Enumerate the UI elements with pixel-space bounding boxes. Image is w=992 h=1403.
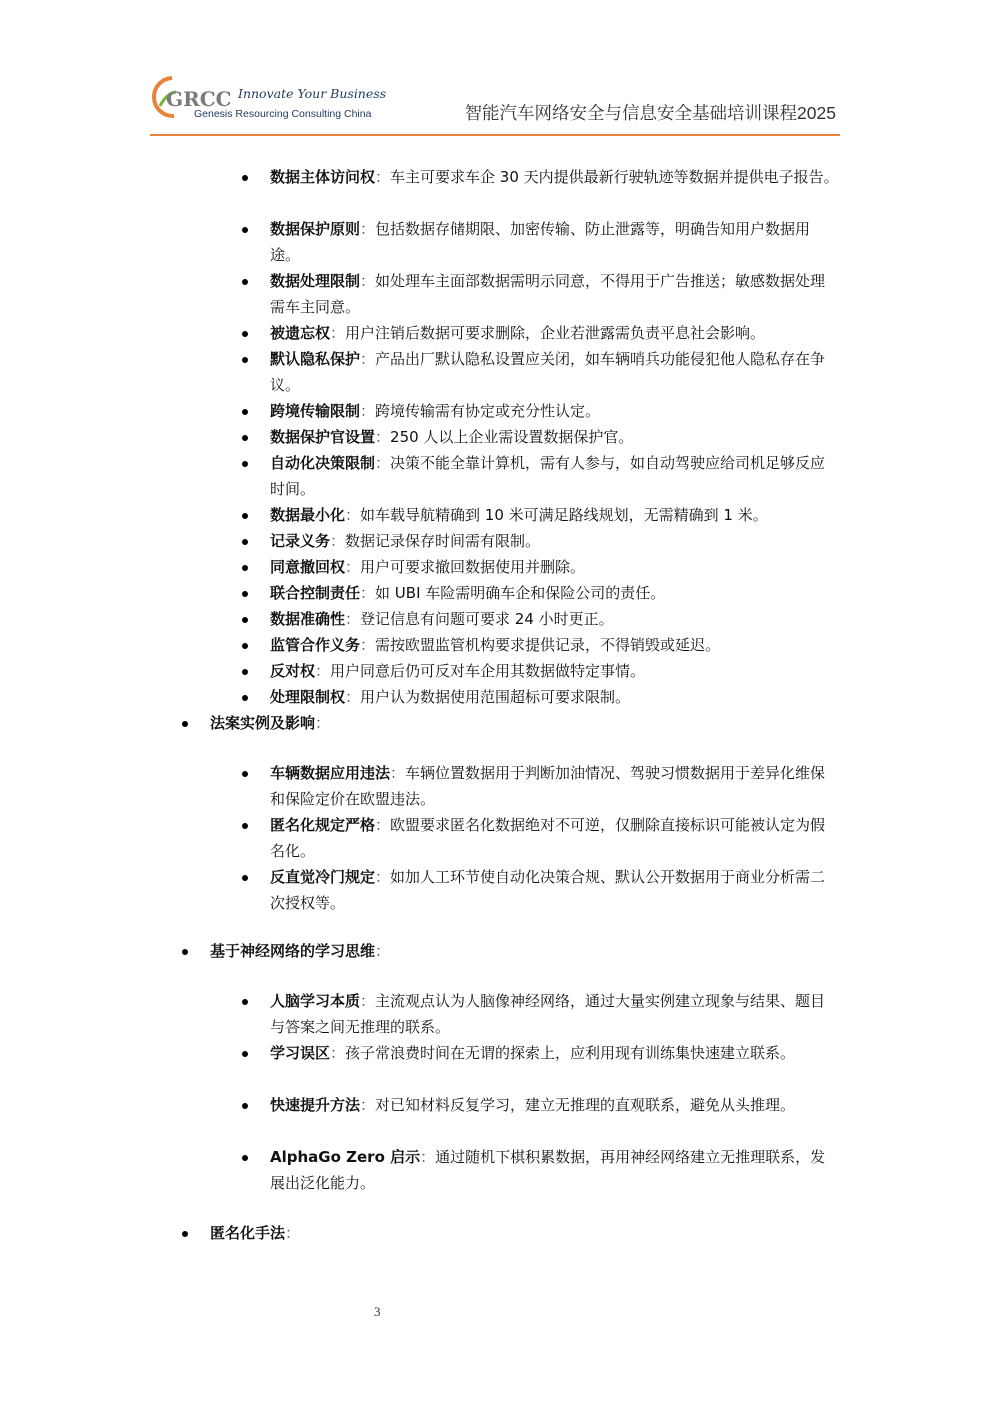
item-separator: ： (420, 1148, 436, 1166)
item-separator: ： (345, 610, 361, 628)
item-description: 登记信息有问题可要求 24 小时更正。 (360, 610, 614, 628)
bullet-icon (242, 695, 248, 701)
list-item (270, 424, 840, 450)
item-description: 用户同意后仍可反对车企用其数据做特定事情。 (330, 662, 646, 680)
item-separator: ： (375, 168, 391, 186)
heading-separator: ： (315, 714, 331, 732)
list-item (270, 320, 840, 346)
item-separator: ： (375, 816, 391, 834)
bullet-icon (242, 539, 248, 545)
item-separator: ： (345, 688, 361, 706)
item-description: 如处理车主面部数据需明示同意，不得用于广告推送；敏感数据处理需车主同意。 (270, 272, 826, 316)
bullet-icon (242, 669, 248, 675)
section-heading (210, 938, 840, 964)
item-term: 匿名化规定严格 (270, 816, 376, 834)
item-term: 联合控制责任 (270, 584, 361, 602)
item-term: 数据保护官设置 (270, 428, 376, 446)
item-description: 如加人工环节使自动化决策合规、默认公开数据用于商业分析需二次授权等。 (270, 868, 826, 912)
heading-separator: ： (285, 1224, 301, 1242)
item-separator: ： (360, 272, 376, 290)
item-term: 被遗忘权 (270, 324, 331, 342)
item-separator: ： (360, 1096, 376, 1114)
item-description: 车主可要求车企 30 天内提供最新行驶轨迹等数据并提供电子报告。 (390, 168, 839, 186)
item-description: 欧盟要求匿名化数据绝对不可逆，仅删除直接标识可能被认定为假名化。 (270, 816, 826, 860)
item-description: 如 UBI 车险需明确车企和保险公司的责任。 (375, 584, 666, 602)
bullet-icon (242, 461, 248, 467)
item-description: 产品出厂默认隐私设置应关闭，如车辆哨兵功能侵犯他人隐私存在争议。 (270, 350, 826, 394)
list-item (270, 398, 840, 424)
section-heading (210, 710, 840, 736)
item-separator: ： (360, 584, 376, 602)
item-description: 决策不能全靠计算机，需有人参与，如自动驾驶应给司机足够反应时间。 (270, 454, 826, 498)
item-term: 车辆数据应用违法 (270, 764, 391, 782)
item-description: 用户注销后数据可要求删除，企业若泄露需负责平息社会影响。 (345, 324, 766, 342)
list-item (270, 164, 840, 190)
logo-tagline: Innovate Your Business (238, 86, 387, 101)
item-separator: ： (315, 662, 331, 680)
bullet-icon (242, 1051, 248, 1057)
item-description: 孩子常浪费时间在无谓的探索上，应利用现有训练集快速建立联系。 (345, 1044, 796, 1062)
bullet-icon (242, 513, 248, 519)
item-term: 快速提升方法 (270, 1096, 361, 1114)
item-separator: ： (360, 220, 376, 238)
bullet-icon (242, 357, 248, 363)
item-term: 数据最小化 (270, 506, 346, 524)
bullet-icon (242, 409, 248, 415)
list-item (270, 760, 840, 812)
item-separator: ： (375, 454, 391, 472)
item-separator: ： (345, 558, 361, 576)
course-title: 智能汽车网络安全与信息安全基础培训课程2025 (464, 103, 836, 123)
item-description: 数据记录保存时间需有限制。 (345, 532, 541, 550)
heading-separator: ： (375, 942, 391, 960)
item-term: 记录义务 (270, 532, 331, 550)
bullet-icon (242, 875, 248, 881)
list-item (270, 268, 840, 320)
item-term: 数据保护原则 (270, 220, 361, 238)
item-term: 反直觉冷门规定 (270, 868, 376, 886)
heading-text: 匿名化手法 (210, 1224, 286, 1242)
item-separator: ： (345, 506, 361, 524)
bullet-icon (242, 823, 248, 829)
item-separator: ： (330, 324, 346, 342)
list-item (270, 1040, 840, 1066)
list-item (270, 450, 840, 502)
bullet-icon (242, 617, 248, 623)
list-item (270, 554, 840, 580)
company-logo (150, 72, 390, 122)
item-description: 如车载导航精确到 10 米可满足路线规划，无需精确到 1 米。 (360, 506, 768, 524)
list-item (270, 606, 840, 632)
logo-text: GRCC (166, 87, 232, 111)
item-term: 同意撤回权 (270, 558, 346, 576)
item-term: 跨境传输限制 (270, 402, 361, 420)
bullet-icon (242, 999, 248, 1005)
bullet-icon (182, 721, 188, 727)
item-description: 主流观点认为人脑像神经网络，通过大量实例建立现象与结果、题目与答案之间无推理的联系。 (270, 992, 826, 1036)
item-separator: ： (330, 1044, 346, 1062)
item-term: 自动化决策限制 (270, 454, 376, 472)
heading-text: 基于神经网络的学习思维 (210, 942, 376, 960)
list-item (270, 684, 840, 710)
bullet-icon (242, 1103, 248, 1109)
list-item (270, 988, 840, 1040)
item-description: 对已知材料反复学习，建立无推理的直观联系，避免从头推理。 (375, 1096, 796, 1114)
item-description: 通过随机下棋积累数据，再用神经网络建立无推理联系，发展出泛化能力。 (270, 1148, 826, 1192)
item-term: 人脑学习本质 (270, 992, 361, 1010)
list-item (270, 812, 840, 864)
item-description: 250 人以上企业需设置数据保护官。 (390, 428, 634, 446)
bullet-icon (182, 949, 188, 955)
list-item (270, 1092, 840, 1118)
item-term: 学习误区 (270, 1044, 331, 1062)
section-heading (210, 1220, 840, 1246)
list-item (270, 580, 840, 606)
item-separator: ： (390, 764, 406, 782)
item-term: AlphaGo Zero 启示 (270, 1148, 421, 1166)
bullet-icon (242, 279, 248, 285)
list-item (270, 632, 840, 658)
item-description: 包括数据存储期限、加密传输、防止泄露等，明确告知用户数据用途。 (270, 220, 811, 264)
bullet-icon (242, 331, 248, 337)
bullet-icon (242, 771, 248, 777)
list-item (270, 502, 840, 528)
list-item (270, 216, 840, 268)
item-term: 监管合作义务 (270, 636, 361, 654)
item-description: 用户可要求撤回数据使用并删除。 (360, 558, 586, 576)
item-separator: ： (330, 532, 346, 550)
item-description: 需按欧盟监管机构要求提供记录，不得销毁或延迟。 (375, 636, 721, 654)
bullet-icon (242, 591, 248, 597)
item-term: 数据处理限制 (270, 272, 361, 290)
item-separator: ： (360, 402, 376, 420)
list-item (270, 658, 840, 684)
list-item (270, 346, 840, 398)
page-number: 3 (374, 1304, 381, 1319)
item-description: 车辆位置数据用于判断加油情况、驾驶习惯数据用于差异化维保和保险定价在欧盟违法。 (270, 764, 826, 808)
header-divider (150, 134, 840, 136)
item-term: 反对权 (270, 662, 316, 680)
bullet-icon (242, 227, 248, 233)
item-term: 数据主体访问权 (270, 168, 376, 186)
logo-company-name: Genesis Resourcing Consulting China (194, 108, 372, 120)
item-description: 跨境传输需有协定或充分性认定。 (375, 402, 601, 420)
item-term: 处理限制权 (270, 688, 346, 706)
bullet-icon (242, 435, 248, 441)
list-item (270, 528, 840, 554)
page-header (150, 70, 840, 136)
item-description: 用户认为数据使用范围超标可要求限制。 (360, 688, 631, 706)
item-separator: ： (360, 992, 376, 1010)
bullet-icon (242, 175, 248, 181)
item-separator: ： (360, 350, 376, 368)
item-term: 默认隐私保护 (270, 350, 361, 368)
item-separator: ： (375, 428, 391, 446)
item-separator: ： (375, 868, 391, 886)
bullet-icon (242, 643, 248, 649)
list-item (270, 864, 840, 916)
bullet-icon (242, 1155, 248, 1161)
item-term: 数据准确性 (270, 610, 346, 628)
bullet-icon (242, 565, 248, 571)
list-item (270, 1144, 840, 1196)
heading-text: 法案实例及影响 (210, 714, 316, 732)
bullet-icon (182, 1231, 188, 1237)
item-separator: ： (360, 636, 376, 654)
